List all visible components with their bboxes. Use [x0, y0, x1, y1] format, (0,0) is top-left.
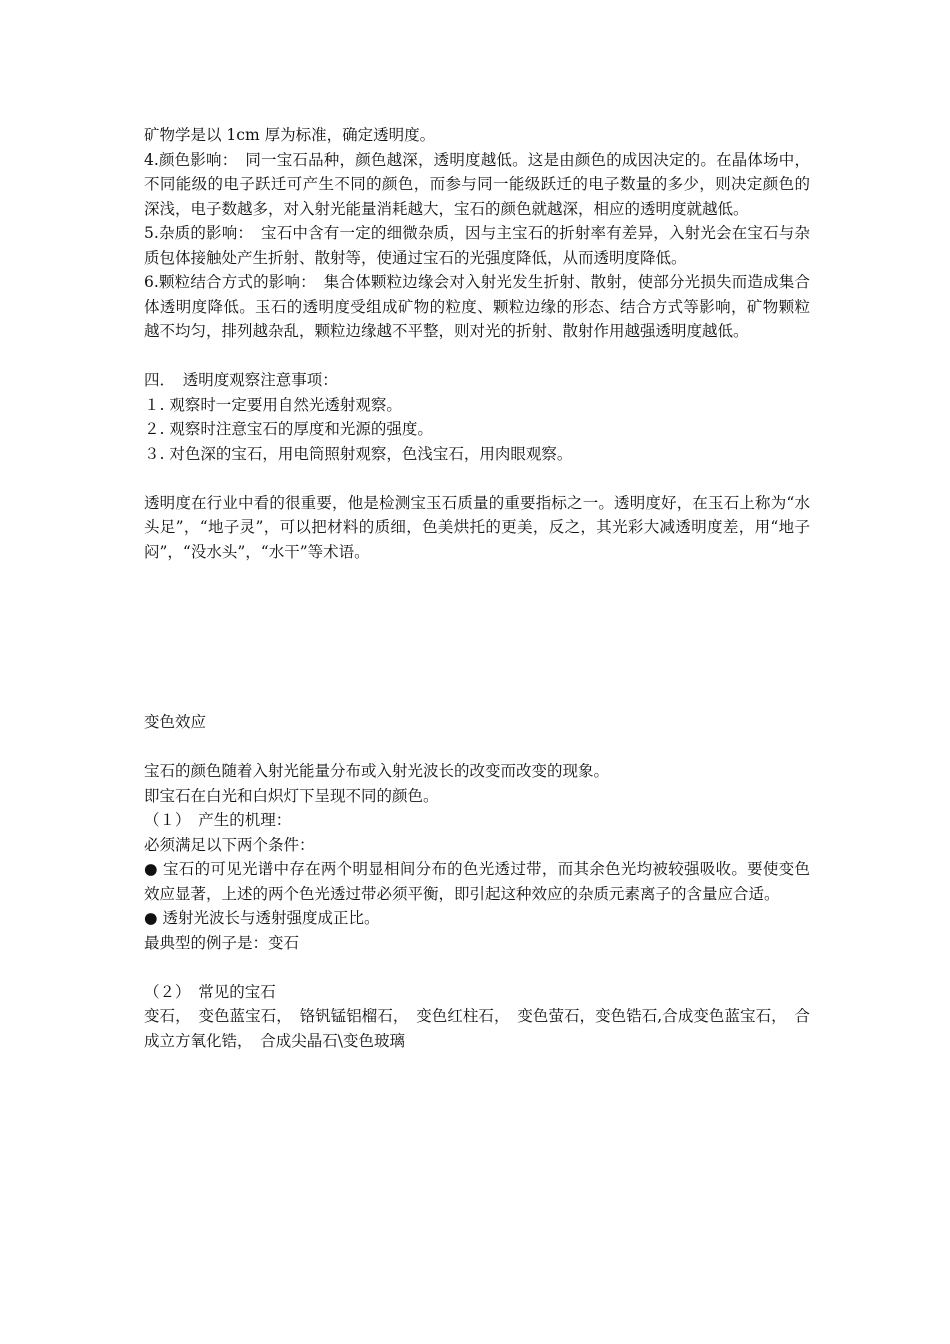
gem-list: 变石， 变色蓝宝石， 铬钒锰铝榴石， 变色红柱石， 变色萤石，变色锆石,合成变色蓝宝石， 合成立方氧化锆， 合成尖晶石\变色玻璃 — [144, 1007, 810, 1050]
typical-example: 最典型的例子是：变石 — [144, 933, 300, 952]
spacer — [144, 564, 810, 710]
paragraph-impurity-influence: 5.杂质的影响： 宝石中含有一定的细微杂质，因与主宝石的折射率有差异，入射光会在宝石与杂质包体接触处产生折射、散射等，使通过宝石的光强度降低，从而透明度降低。 — [144, 224, 810, 267]
list-item: １. 观察时一定要用自然光透射观察。 — [144, 395, 402, 414]
definition-line: 即宝石在白光和白炽灯下呈现不同的颜色。 — [144, 786, 439, 805]
list-item: ３. 对色深的宝石，用电筒照射观察，色浅宝石，用肉眼观察。 — [144, 444, 573, 463]
subheading-common-gems: （２） 常见的宝石 — [144, 982, 276, 1001]
spacer — [144, 735, 810, 760]
section-title-color-change: 变色效应 — [144, 713, 207, 731]
paragraph-thickness-standard: 矿物学是以 1cm 厚为标准，确定透明度。 — [144, 126, 436, 144]
definition-line: 宝石的颜色随着入射光能量分布或入射光波长的改变而改变的现象。 — [144, 762, 610, 780]
document-page — [144, 123, 810, 1053]
section-heading-observation-notes: 四． 透明度观察注意事项： — [144, 371, 338, 389]
spacer — [144, 955, 810, 980]
paragraph-grain-bonding-influence: 6.颗粒结合方式的影响： 集合体颗粒边缘会对入射光发生折射、散射，使部分光损失而造成集合体透明度降低。玉石的透明度受组成矿物的粒度、颗粒边缘的形态、结合方式等影响，矿物颗粒越不均匀，排列越杂乱，颗粒边缘越不平整，则对光的折射、散射作用越强透明度越低。 — [144, 273, 810, 340]
paragraph-color-influence: 4.颜色影响： 同一宝石品种，颜色越深，透明度越低。这是由颜色的成因决定的。在晶体场中，不同能级的电子跃迁可产生不同的颜色，而参与同一能级跃迁的电子数量的多少，则决定颜色的深浅，电子数越多，对入射光能量消耗越大，宝石的颜色就越深，相应的透明度就越低。 — [144, 150, 810, 218]
list-item: ２. 观察时注意宝石的厚度和光源的强度。 — [144, 420, 433, 438]
subheading-mechanism: （１） 产生的机理： — [144, 811, 292, 829]
conditions-intro: 必须满足以下两个条件： — [144, 835, 315, 854]
bullet-item: ● 透射光波长与透射强度成正比。 — [144, 909, 380, 927]
bullet-item: ● 宝石的可见光谱中存在两个明显相间分布的色光透过带，而其余色光均被较强吸收。要使变色效应显著，上述的两个色光透过带必须平衡，即引起这种效应的杂质元素离子的含量应合适。 — [144, 860, 810, 903]
spacer — [144, 466, 810, 491]
spacer — [144, 344, 810, 369]
paragraph-industry-importance: 透明度在行业中看的很重要，他是检测宝玉石质量的重要指标之一。透明度好，在玉石上称为“水头足”，“地子灵”，可以把材料的质细，色美烘托的更美，反之，其光彩大减透明度差，用“地子闷”，“没水头”，“水干”等术语。 — [144, 493, 810, 561]
